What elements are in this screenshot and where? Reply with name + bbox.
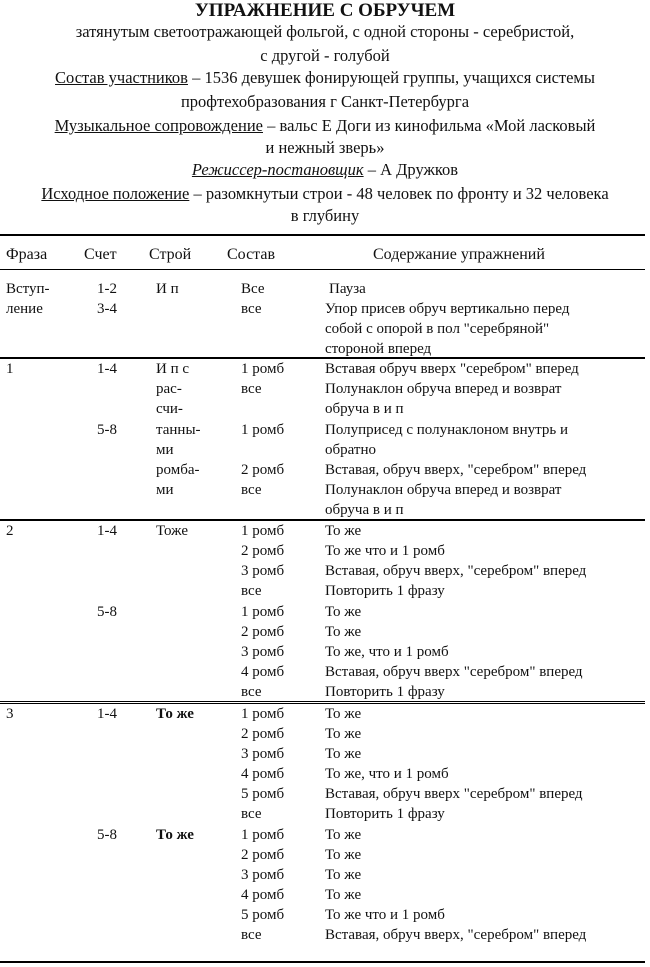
music-label: Музыкальное сопровождение bbox=[54, 116, 263, 135]
table-bottom-rule bbox=[0, 961, 645, 963]
content-cell: Вставая обруч вверх "серебром" вперед bbox=[325, 361, 579, 377]
phrase-cell: 2 bbox=[6, 523, 14, 539]
count-cell: 5-8 bbox=[97, 827, 117, 843]
content-cell: обратно bbox=[325, 442, 376, 458]
count-cell: 1-2 bbox=[97, 281, 117, 297]
header-bottom-rule bbox=[0, 269, 645, 270]
formation-cell: танны- bbox=[156, 422, 201, 438]
content-cell: стороной вперед bbox=[325, 341, 432, 357]
phrase-cell: Вступ- bbox=[6, 281, 50, 297]
content-cell: Повторить 1 фразу bbox=[325, 806, 445, 822]
composition-cell: 2 ромб bbox=[241, 847, 285, 863]
column-header-composition: Состав bbox=[227, 246, 276, 263]
formation-cell: ми bbox=[156, 482, 174, 498]
composition-cell: все bbox=[241, 806, 262, 822]
composition-cell: все bbox=[241, 684, 262, 700]
formation-cell: И п с bbox=[156, 361, 190, 377]
composition-cell: все bbox=[241, 301, 262, 317]
content-cell: Повторить 1 фразу bbox=[325, 684, 445, 700]
content-cell: Вставая, обруч вверх, "серебром" вперед bbox=[325, 927, 587, 943]
content-cell: обруча в и п bbox=[325, 401, 404, 417]
content-cell: То же bbox=[325, 523, 362, 539]
content-cell: То же что и 1 ромб bbox=[325, 907, 445, 923]
content-cell: То же, что и 1 ромб bbox=[325, 644, 449, 660]
content-cell: То же bbox=[325, 624, 362, 640]
composition-cell: 1 ромб bbox=[241, 706, 285, 722]
formation-cell: ми bbox=[156, 442, 174, 458]
phrase-cell: 1 bbox=[6, 361, 14, 377]
subtitle-line: с другой - голубой bbox=[260, 46, 390, 65]
position-line bbox=[0, 184, 650, 204]
content-cell: То же bbox=[325, 827, 362, 843]
participants-text: – 1536 девушек фонирующей группы, учащихся системы bbox=[187, 68, 595, 87]
formation-cell: Тоже bbox=[156, 523, 188, 539]
formation-cell: рас- bbox=[156, 381, 182, 397]
composition-cell: 5 ромб bbox=[241, 786, 285, 802]
composition-cell: все bbox=[241, 381, 262, 397]
position-text: – разомкнутыи строи - 48 человек по фронту и 32 человека bbox=[189, 184, 609, 203]
composition-cell: 1 ромб bbox=[241, 361, 285, 377]
composition-cell: 4 ромб bbox=[241, 766, 285, 782]
composition-cell: 2 ромб bbox=[241, 543, 285, 559]
director-text: – А Дружков bbox=[363, 160, 459, 179]
count-cell: 1-4 bbox=[97, 706, 117, 722]
content-cell: То же bbox=[325, 847, 362, 863]
subtitle-line: затянутым светоотражающей фольгой, с одной стороны - серебристой, bbox=[75, 22, 575, 41]
content-cell: Вставая, обруч вверх "серебром" вперед bbox=[325, 786, 583, 802]
phrase-cell: ление bbox=[6, 301, 43, 317]
position-line-2: в глубину bbox=[290, 206, 360, 225]
page-title: УПРАЖНЕНИЕ С ОБРУЧЕМ bbox=[194, 0, 456, 21]
content-cell: Повторить 1 фразу bbox=[325, 583, 445, 599]
content-cell: То же bbox=[325, 726, 362, 742]
composition-cell: 4 ромб bbox=[241, 887, 285, 903]
content-cell: Упор присев обруч вертикально перед bbox=[325, 301, 570, 317]
content-cell: Вставая, обруч вверх, "серебром" вперед bbox=[325, 462, 587, 478]
count-cell: 3-4 bbox=[97, 301, 117, 317]
composition-cell: все bbox=[241, 583, 262, 599]
participants-label: Состав участников bbox=[55, 68, 188, 87]
content-cell: То же что и 1 ромб bbox=[325, 543, 445, 559]
composition-cell: 5 ромб bbox=[241, 907, 285, 923]
formation-cell: ромба- bbox=[156, 462, 200, 478]
composition-cell: Все bbox=[241, 281, 265, 297]
count-cell: 1-4 bbox=[97, 361, 117, 377]
composition-cell: 3 ромб bbox=[241, 867, 285, 883]
position-label: Исходное положение bbox=[41, 184, 190, 203]
director-line bbox=[0, 160, 650, 180]
count-cell: 5-8 bbox=[97, 422, 117, 438]
music-text: – вальс Е Доги из кинофильма «Мой ласковый bbox=[263, 116, 596, 135]
content-cell: То же, что и 1 ромб bbox=[325, 766, 449, 782]
director-label: Режиссер-постановщик bbox=[191, 160, 364, 179]
column-header-phrase: Фраза bbox=[6, 246, 48, 263]
content-cell: То же bbox=[325, 887, 362, 903]
composition-cell: 1 ромб bbox=[241, 604, 285, 620]
content-cell: Полунаклон обруча вперед и возврат bbox=[325, 381, 562, 397]
content-cell: собой с опорой в пол "серебряной" bbox=[325, 321, 550, 337]
content-cell: обруча в и п bbox=[325, 502, 404, 518]
content-cell: То же bbox=[325, 867, 362, 883]
count-cell: 1-4 bbox=[97, 523, 117, 539]
composition-cell: 4 ромб bbox=[241, 664, 285, 680]
composition-cell: 3 ромб bbox=[241, 644, 285, 660]
count-cell: 5-8 bbox=[97, 604, 117, 620]
column-header-count: Счет bbox=[84, 246, 117, 263]
composition-cell: 1 ромб bbox=[241, 523, 285, 539]
composition-cell: все bbox=[241, 927, 262, 943]
column-header-formation: Строй bbox=[149, 246, 192, 263]
composition-cell: 1 ромб bbox=[241, 827, 285, 843]
content-cell: То же bbox=[325, 706, 362, 722]
content-cell: Вставая, обруч вверх, "серебром" вперед bbox=[325, 563, 587, 579]
content-cell: Полунаклон обруча вперед и возврат bbox=[325, 482, 562, 498]
composition-cell: 2 ромб bbox=[241, 624, 285, 640]
phrase-cell: 3 bbox=[6, 706, 14, 722]
composition-cell: 3 ромб bbox=[241, 563, 285, 579]
music-line-2: и нежный зверь» bbox=[265, 138, 385, 157]
participants-line-2: профтехобразования г Санкт-Петербурга bbox=[180, 92, 470, 111]
composition-cell: все bbox=[241, 482, 262, 498]
content-cell: Полуприсед с полунаклоном внутрь и bbox=[325, 422, 568, 438]
composition-cell: 3 ромб bbox=[241, 746, 285, 762]
music-line bbox=[0, 116, 650, 136]
formation-cell: И п bbox=[156, 281, 179, 297]
formation-cell: счи- bbox=[156, 401, 183, 417]
table-top-rule bbox=[0, 234, 645, 236]
formation-cell: То же bbox=[156, 706, 194, 722]
content-cell: Вставая, обруч вверх "серебром" вперед bbox=[325, 664, 583, 680]
content-cell: То же bbox=[325, 746, 362, 762]
composition-cell: 2 ромб bbox=[241, 462, 285, 478]
participants-line bbox=[0, 68, 650, 88]
composition-cell: 2 ромб bbox=[241, 726, 285, 742]
composition-cell: 1 ромб bbox=[241, 422, 285, 438]
formation-cell: То же bbox=[156, 827, 194, 843]
content-cell: То же bbox=[325, 604, 362, 620]
content-cell: Пауза bbox=[329, 281, 366, 297]
column-header-content: Содержание упражнений bbox=[373, 246, 545, 263]
